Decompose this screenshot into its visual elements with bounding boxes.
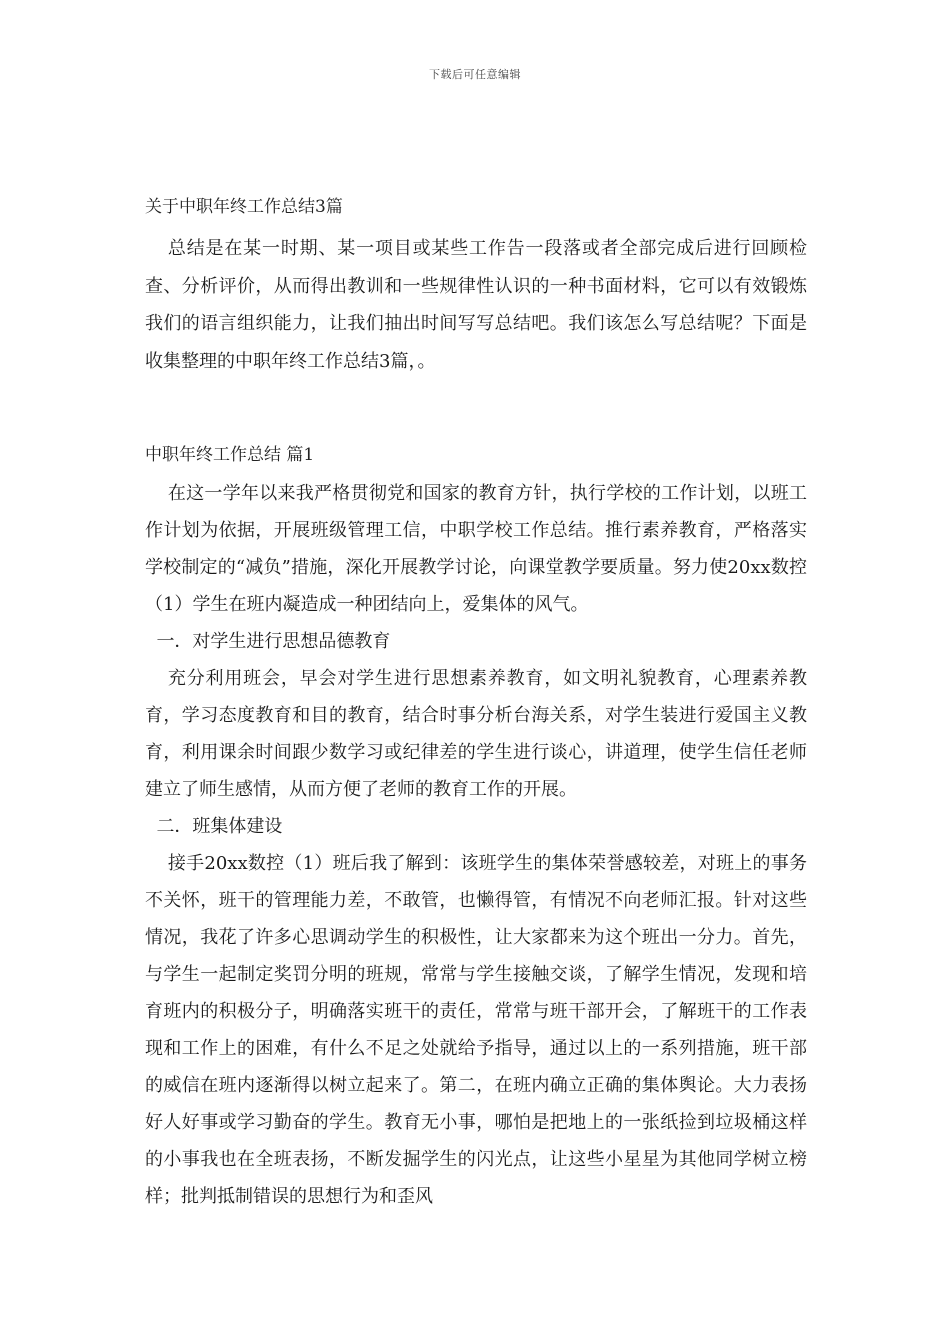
class-building-paragraph: 接手20xx数控（1）班后我了解到：该班学生的集体荣誉感较差，对班上的事务不关怀，班干的管理能力差，不敢管，也懒得管，有情况不向老师汇报。针对这些情况，我花了许多心思调动学生的积极性，让大家都来为这个班出一分力。首先，与学生一起制定奖罚分明的班规，常常与学生接触交谈，了解学生情况，发现和培育班内的积极分子，明确落实班干的责任，常常与班干部开会，了解班干的工作表现和工作上的困难，有什么不足之处就给予指导，通过以上的一系列措施，班干部的威信在班内逐渐得以树立起来了。第二，在班内确立正确的集体舆论。大力表扬好人好事或学习勤奋的学生。教育无小事，哪怕是把地上的一张纸捡到垃圾桶这样的小事我也在全班表扬，不断发掘学生的闪光点，让这些小星星为其他同学树立榜样；批判抵制错误的思想行为和歪风 xyxy=(145,853,807,1207)
section-heading: 中职年终工作总结 篇1 xyxy=(145,445,315,465)
subheading-moral-education: 一．对学生进行思想品德教育 xyxy=(156,631,391,652)
section-intro-paragraph: 在这一学年以来我严格贯彻党和国家的教育方针，执行学校的工作计划，以班工作计划为依据，开展班级管理工信，中职学校工作总结。推行素养教育，严格落实学校制定的“减负”措施，深化开展教学讨论，向课堂教学要质量。努力使20xx数控（1）学生在班内凝造成一种团结向上，爱集体的风气。 xyxy=(145,483,807,615)
subheading-class-building: 二．班集体建设 xyxy=(156,816,283,837)
header-note: 下载后可任意编辑 xyxy=(429,68,521,81)
intro-block xyxy=(145,230,807,380)
moral-education-paragraph: 充分利用班会，早会对学生进行思想素养教育，如文明礼貌教育，心理素养教育，学习态度教育和目的教育，结合时事分析台海关系，对学生装进行爱国主义教育，利用课余时间跟少数学习或纪律差的学生进行谈心，讲道理，使学生信任老师建立了师生感情，从而方便了老师的教育工作的开展。 xyxy=(145,668,807,800)
intro-paragraph: 总结是在某一时期、某一项目或某些工作告一段落或者全部完成后进行回顾检查、分析评价，从而得出教训和一些规律性认识的一种书面材料，它可以有效锻炼我们的语言组织能力，让我们抽出时间写写总结吧。我们该怎么写总结呢？下面是收集整理的中职年终工作总结3篇，。 xyxy=(145,238,807,372)
document-title: 关于中职年终工作总结3篇 xyxy=(145,197,343,217)
section-body xyxy=(145,475,807,1215)
